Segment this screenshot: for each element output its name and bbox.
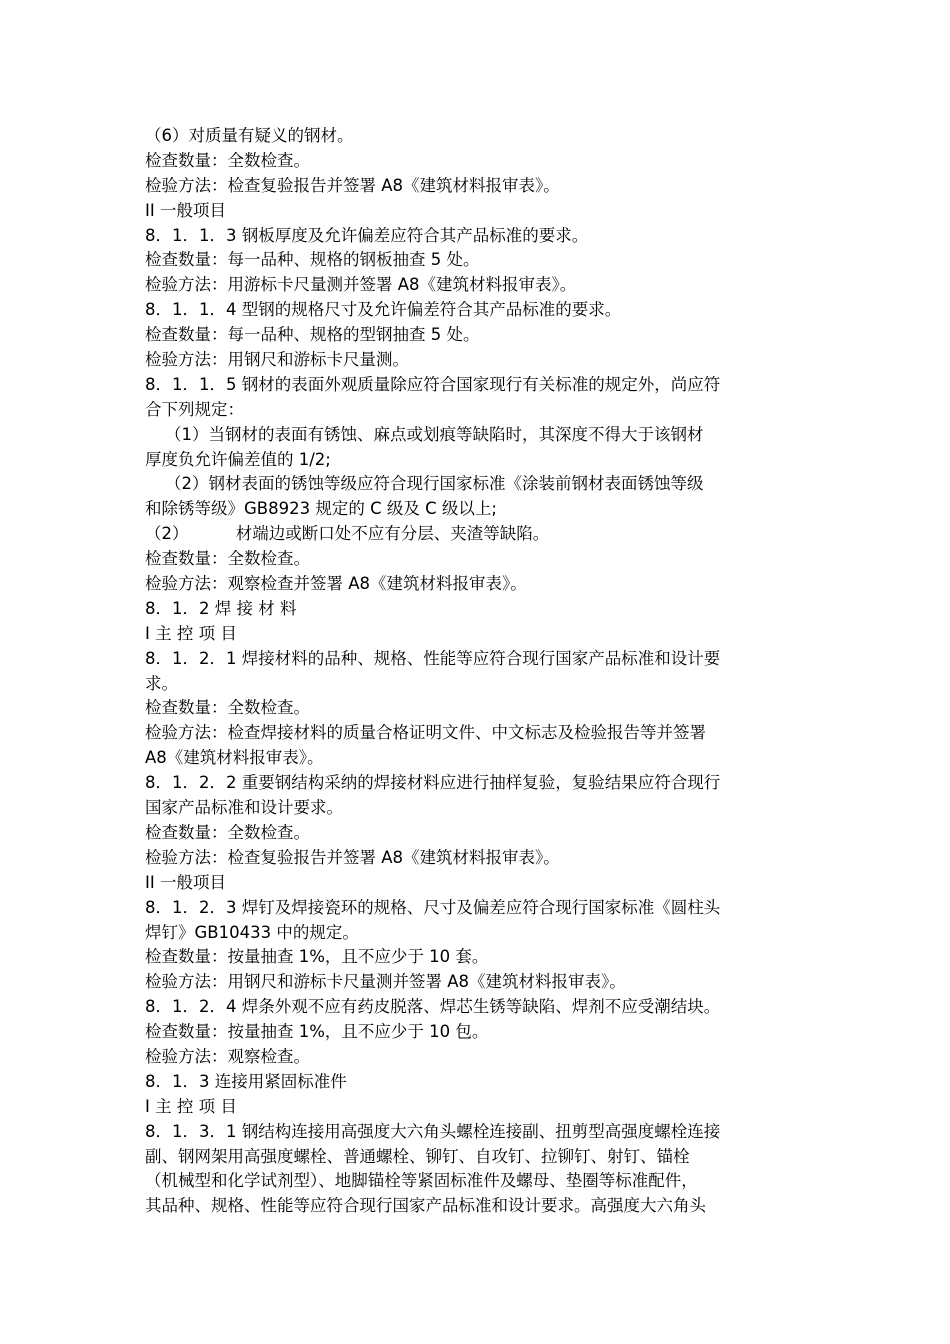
text-line: 检查数量：全数检查。 [145,150,310,170]
text-line: 和除锈等级》GB8923 规定的 C 级及 C 级以上; [145,499,497,519]
list-item: （2） 材端边或断口处不应有分层、夹渣等缺陷。 [145,524,550,544]
text-line: 检查数量：按量抽查 1%，且不应少于 10 包。 [145,1022,489,1042]
text-line: 检验方法：观察检查并签署 A8《建筑材料报审表》。 [145,574,527,594]
list-item: （1）当钢材的表面有锈蚀、麻点或划痕等缺陷时，其深度不得大于该钢材 [165,424,704,444]
text-line: 检验方法：检查焊接材料的质量合格证明文件、中文标志及检验报告等并签署 [145,723,706,743]
text-line: （6）对质量有疑义的钢材。 [145,126,354,145]
text-line: A8《建筑材料报审表》。 [145,748,324,768]
text-line: 检查数量：全数检查。 [145,698,310,718]
list-item: （2）钢材表面的锈蚀等级应符合现行国家标准《涂装前钢材表面锈蚀等级 [165,474,704,494]
clause-heading: 8．1．1．4 型钢的规格尺寸及允许偏差符合其产品标准的要求。 [145,300,622,320]
text-line: 检查数量：每一品种、规格的型钢抽查 5 处。 [145,325,480,345]
text-line: 国家产品标准和设计要求。 [145,798,343,818]
clause-heading: 8．1．1．5 钢材的表面外观质量除应符合国家现行有关标准的规定外，尚应符 [145,374,721,394]
section-heading: I 主 控 项 目 [145,1096,237,1116]
text-line: 合下列规定： [145,399,244,419]
subsection-heading: 8．1．2 焊 接 材 料 [145,598,297,618]
text-line: 检查数量：全数检查。 [145,822,310,842]
text-line: 检查数量：按量抽查 1%，且不应少于 10 套。 [145,947,489,967]
text-line: 检查数量：每一品种、规格的钢板抽查 5 处。 [145,250,480,270]
text-line: 检验方法：检查复验报告并签署 A8《建筑材料报审表》。 [145,847,560,867]
clause-heading: 8．1．2．2 重要钢结构采纳的焊接材料应进行抽样复验，复验结果应符合现行 [145,773,721,793]
clause-heading: 8．1．2．4 焊条外观不应有药皮脱落、焊芯生锈等缺陷、焊剂不应受潮结块。 [145,997,721,1017]
text-line: 检验方法：用钢尺和游标卡尺量测并签署 A8《建筑材料报审表》。 [145,972,626,992]
section-heading: II 一般项目 [145,200,226,220]
subsection-heading: 8．1．3 连接用紧固标准件 [145,1071,347,1091]
text-line: 检验方法：观察检查。 [145,1046,310,1066]
text-line: 其品种、规格、性能等应符合现行国家产品标准和设计要求。高强度大六角头 [145,1196,706,1216]
text-line: 检验方法：用钢尺和游标卡尺量测。 [145,350,409,370]
text-line: 厚度负允许偏差值的 1/2; [145,449,331,469]
clause-heading: 8．1．2．1 焊接材料的品种、规格、性能等应符合现行国家产品标准和设计要 [145,648,721,668]
clause-heading: 8．1．3．1 钢结构连接用高强度大六角头螺栓连接副、扭剪型高强度螺栓连接 [145,1121,721,1141]
clause-heading: 8．1．2．3 焊钉及焊接瓷环的规格、尺寸及偏差应符合现行国家标准《圆柱头 [145,897,721,917]
text-line: 求。 [145,673,178,693]
section-heading: II 一般项目 [145,872,226,892]
text-line: 焊钉》GB10433 中的规定。 [145,922,359,942]
text-line: 检查数量：全数检查。 [145,549,310,569]
text-line: （机械型和化学试剂型）、地脚锚栓等紧固标准件及螺母、垫圈等标准配件， [145,1171,698,1191]
document-body [145,124,810,1219]
section-heading: I 主 控 项 目 [145,623,237,643]
text-line: 副、钢网架用高强度螺栓、普通螺栓、铆钉、自攻钉、拉铆钉、射钉、锚栓 [145,1146,690,1166]
text-line: 检验方法：用游标卡尺量测并签署 A8《建筑材料报审表》。 [145,275,577,295]
clause-heading: 8．1．1．3 钢板厚度及允许偏差应符合其产品标准的要求。 [145,225,589,245]
text-line: 检验方法：检查复验报告并签署 A8《建筑材料报审表》。 [145,175,560,195]
